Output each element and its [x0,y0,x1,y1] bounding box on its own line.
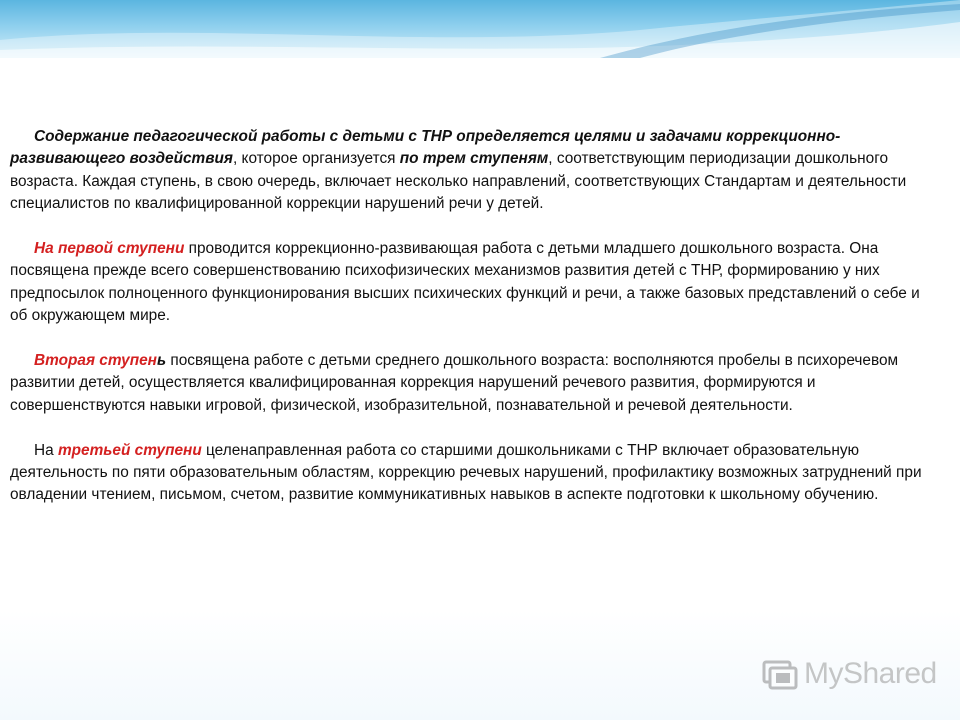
p1-emphasis-2: по трем ступеням [399,150,549,168]
wave-decoration [0,0,960,58]
p2-text: проводится коррекционно-развивающая работа с детьми младшего дошкольного возраста. Она посвящена прежде всего совершенствованию психофизических механизмов развития детей с ТНР, формированию у них предпосылок полноценного функционирования высших психических функций и речи, а также базовых представлений о себе и об окружающем мире. [10,240,920,325]
p1-text-2: , соответствующим периодизации дошкольного возраста. Каждая ступень, в свою очередь, включает несколько направлений, соответствующих Стандартам и деятельности специалистов по квалифицированной коррекции нарушений речи у детей. [10,150,907,213]
myshared-watermark [762,652,937,696]
paragraph-4 [10,440,940,507]
watermark-text: MyShared [804,657,937,690]
paragraph-3 [10,350,940,417]
p3-highlight: Вторая ступен [34,352,157,370]
myshared-logo-icon [762,658,800,690]
slide-body-text [10,126,940,529]
p3-text: посвящена работе с детьми среднего дошкольного возраста: восполняются пробелы в психоречевом развитии детей, осуществляется квалифицированная коррекция нарушений речевого развития, формируются и совершенствуются навыки игровой, физической, изобразительной, познавательной и речевой деятельности. [10,352,899,414]
paragraph-1 [10,126,940,216]
p1-emphasis: Содержание педагогической работы с детьми с ТНР определяется целями и задачами коррекционно-развивающего воздействия [10,128,841,168]
p1-text: , которое организуется [233,150,400,168]
p2-highlight: На первой ступени [34,240,185,258]
p4-lead: На [34,441,58,459]
paragraph-2 [10,238,940,328]
p4-text: целенаправленная работа со старшими дошкольниками с ТНР включает образовательную деятельность по пяти образовательным областям, коррекцию речевых нарушений, профилактику возможных затруднений при овладении чтением, письмом, счетом, развитие коммуникативных навыков в аспекте подготовки к школьному обучению. [10,441,922,504]
header-decor-band [0,0,960,58]
p3-highlight-tail: ь [156,352,167,370]
p4-highlight: третьей ступени [57,441,202,459]
